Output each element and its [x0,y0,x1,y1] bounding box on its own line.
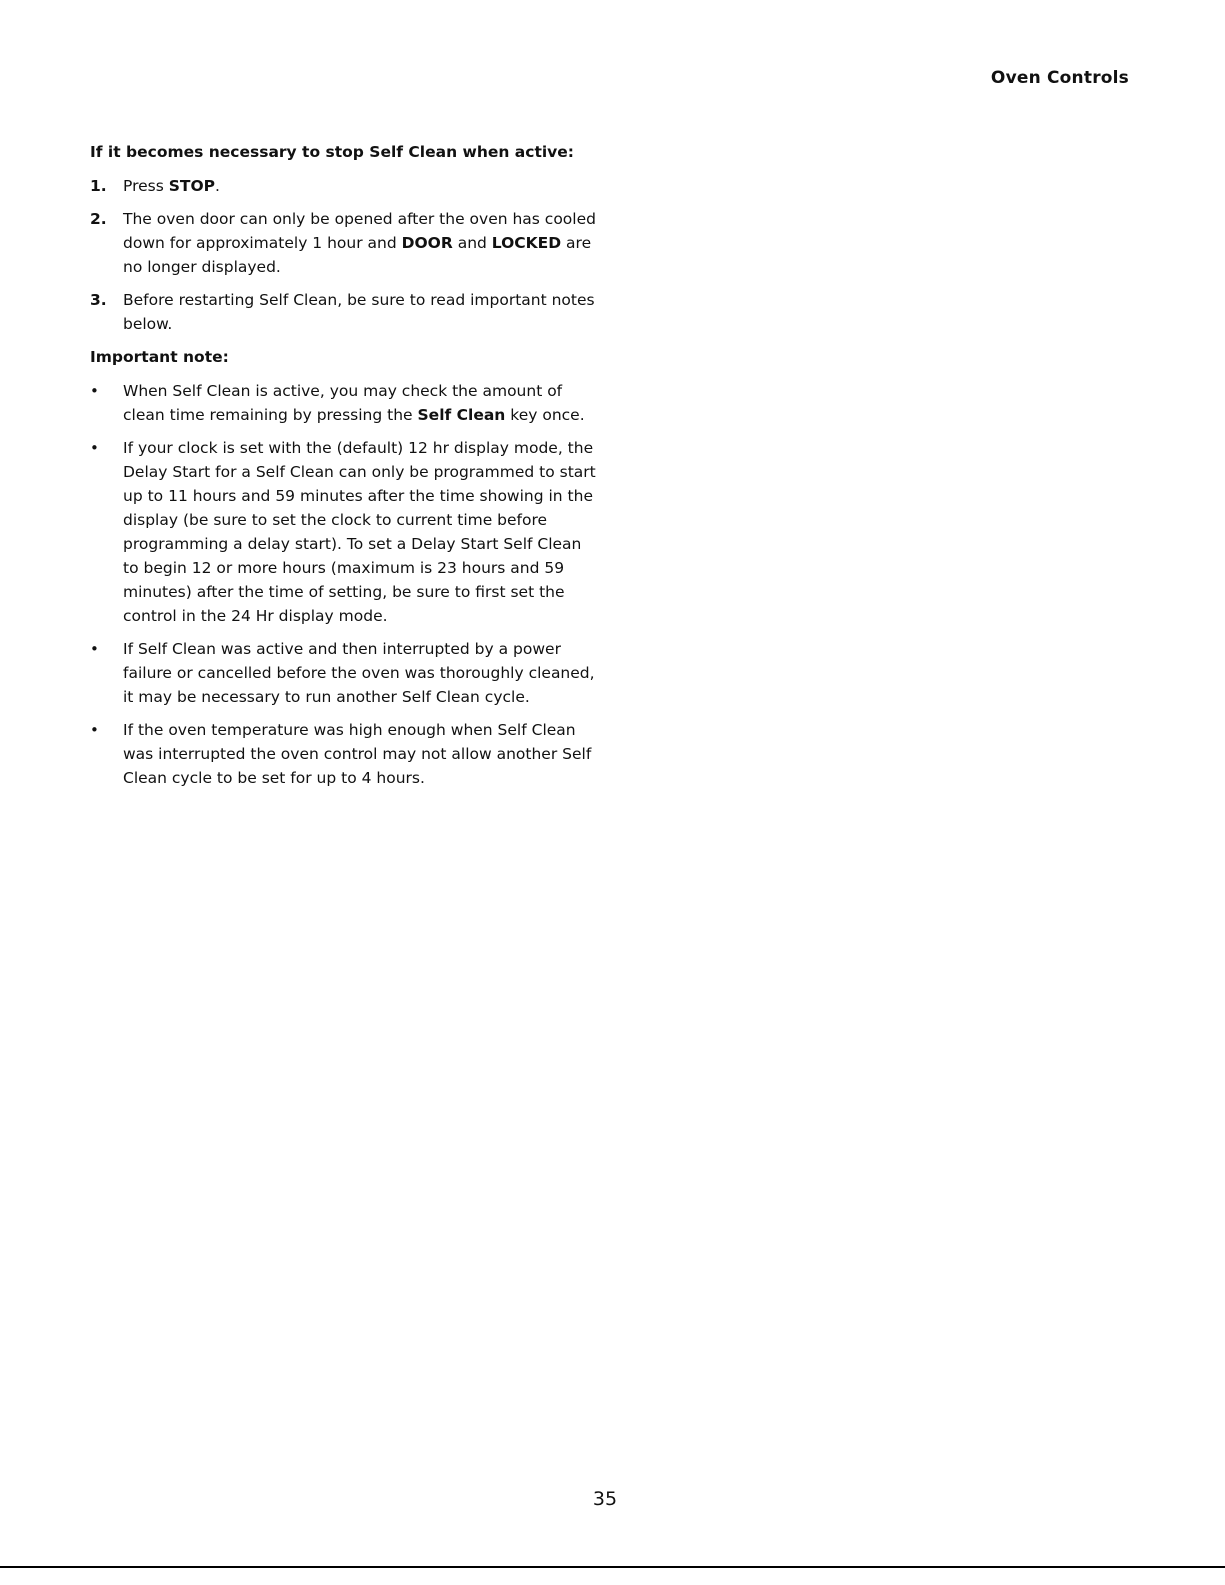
step-number: 1. [90,177,107,195]
step-text: Press STOP. [123,177,220,195]
self-clean-key-label: Self Clean [417,406,506,424]
bottom-divider [0,1566,1225,1568]
main-content [90,140,600,799]
step-number: 2. [90,210,107,228]
note-text: If the oven temperature was high enough when Self Clean was interrupted the oven control may not allow another Self Clean cycle to be set for up to 4 hours. [123,721,592,787]
page-header-title: Oven Controls [990,68,1129,88]
important-notes-list [90,379,600,790]
bullet-icon: • [90,721,99,739]
step-item [90,174,600,198]
step-item [90,207,600,279]
bullet-icon: • [90,382,99,400]
bullet-icon: • [90,640,99,658]
locked-display-label: LOCKED [491,234,562,252]
stop-self-clean-heading: If it becomes necessary to stop Self Clean when active: [90,143,574,161]
note-item [90,637,600,709]
door-display-label: DOOR [401,234,453,252]
note-item [90,718,600,790]
note-text: If Self Clean was active and then interrupted by a power failure or cancelled before the oven was thoroughly cleaned, it may be necessary to run another Self Clean cycle. [123,640,595,706]
important-note-heading: Important note: [90,348,229,366]
step-number: 3. [90,291,107,309]
note-item [90,379,600,427]
page-number: 35 [592,1488,618,1510]
bullet-icon: • [90,439,99,457]
note-item [90,436,600,628]
note-text: If your clock is set with the (default) 12 hr display mode, the Delay Start for a Self Clean can only be programmed to start up to 11 hours and 59 minutes after the time showing in the display (be sure to set the clock to current time before programming a delay start). To set a Delay Start Self Clean to begin 12 or more hours (maximum is 23 hours and 59 minutes) after the time of setting, be sure to first set the control in the 24 Hr display mode. [123,439,596,625]
step-text: The oven door can only be opened after the oven has cooled down for approximately 1 hour and DOOR and LOCKED are no longer displayed. [123,210,596,276]
note-text: When Self Clean is active, you may check the amount of clean time remaining by pressing the Self Clean key once. [123,382,585,424]
step-text: Before restarting Self Clean, be sure to read important notes below. [123,291,595,333]
stop-key-label: STOP [168,177,216,195]
step-item [90,288,600,336]
stop-steps-list [90,174,600,336]
